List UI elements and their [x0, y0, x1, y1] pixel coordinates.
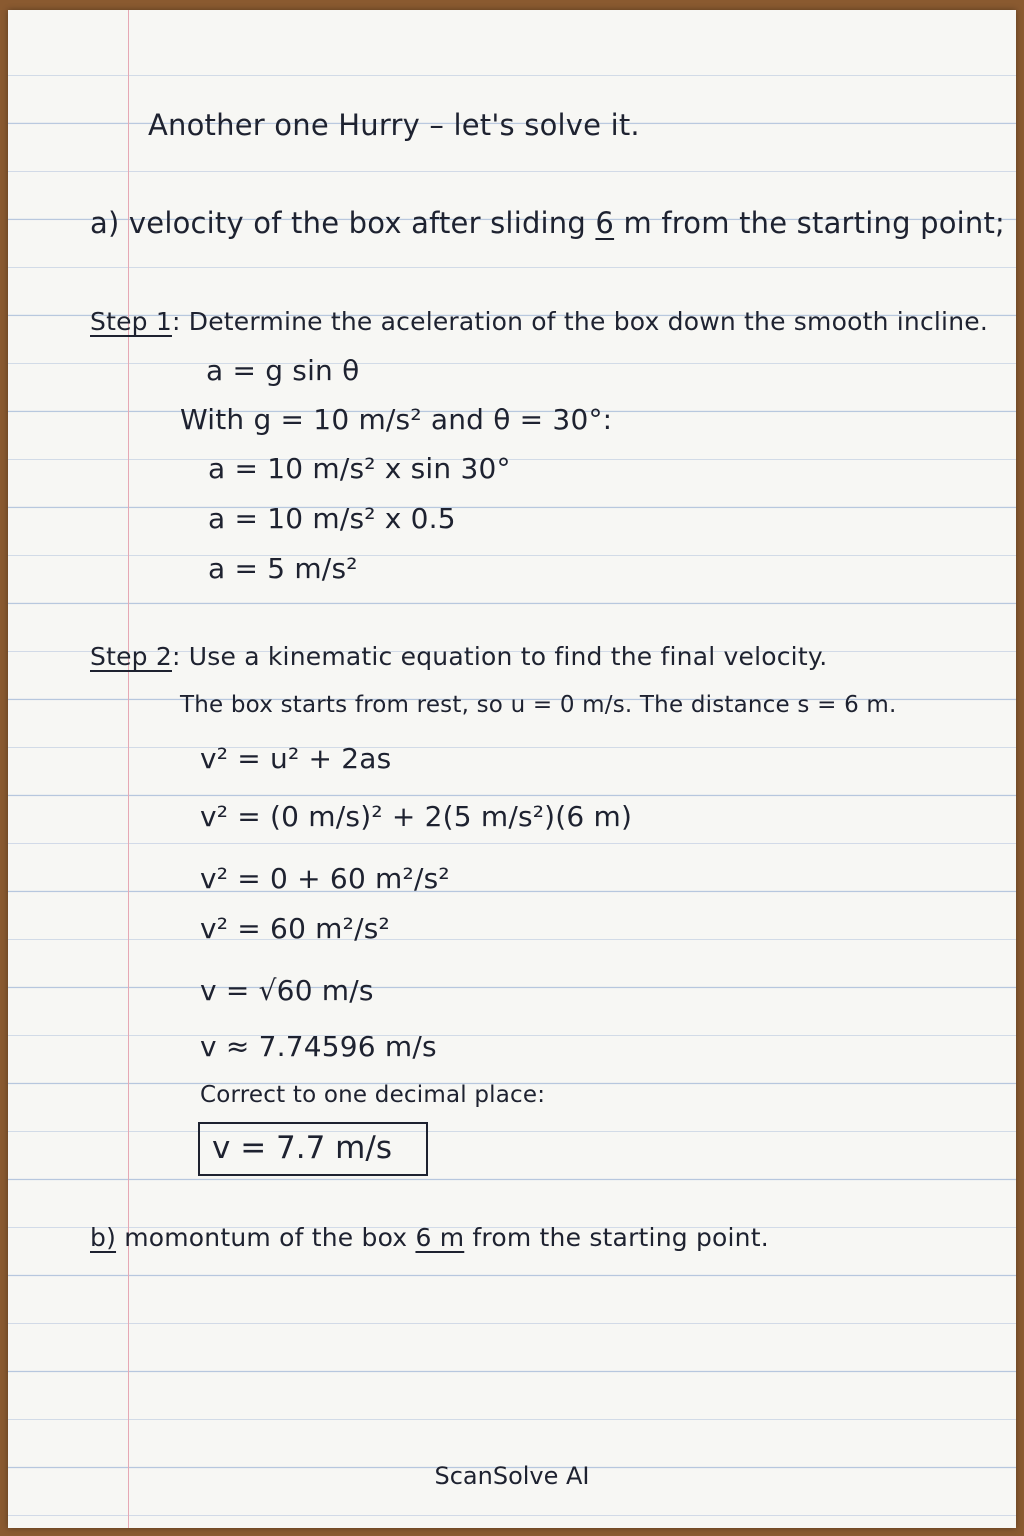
step-1-given: With g = 10 m/s² and θ = 30°:: [180, 403, 613, 436]
part-b-label: b): [90, 1223, 117, 1252]
step-2-eq-6: v ≈ 7.74596 m/s: [200, 1030, 437, 1063]
step-2-label: Step 2: [90, 642, 172, 671]
step-1-formula: a = g sin θ: [206, 354, 360, 387]
rounding-note: Correct to one decimal place:: [200, 1082, 546, 1108]
step-1-colon: :: [171, 307, 181, 336]
part-b-text-before: momontum of the box: [124, 1223, 408, 1252]
step-1-text: Determine the aceleration of the box down the smooth incline.: [188, 307, 988, 336]
notebook-page: [8, 10, 1016, 1528]
step-2-eq-2: v² = (0 m/s)² + 2(5 m/s²)(6 m): [200, 800, 633, 833]
step-2-eq-5: v = √60 m/s: [200, 974, 374, 1007]
step-2-eq-4: v² = 60 m²/s²: [200, 912, 390, 945]
part-a-text-after: m from the starting point;: [623, 206, 1006, 240]
step-1-calc-1: a = 10 m/s² x sin 30°: [208, 452, 511, 485]
step-1-calc-2: a = 10 m/s² x 0.5: [208, 502, 456, 535]
step-2-given: The box starts from rest, so u = 0 m/s. The distance s = 6 m.: [180, 692, 897, 718]
final-answer: v = 7.7 m/s: [212, 1130, 392, 1166]
step-1-label: Step 1: [90, 307, 172, 336]
scansolve-watermark: ScanSolve AI: [434, 1462, 590, 1490]
step-1-heading: [90, 307, 988, 336]
part-b-question: [90, 1223, 769, 1252]
part-a-distance: 6: [595, 206, 615, 240]
part-a-label: a): [90, 206, 120, 240]
part-b-distance: 6 m: [415, 1223, 465, 1252]
step-2-text: Use a kinematic equation to find the final velocity.: [188, 642, 828, 671]
part-b-text-after: from the starting point.: [472, 1223, 769, 1252]
part-a-question: [90, 206, 1005, 240]
final-answer-box: [198, 1122, 428, 1176]
step-2-colon: :: [171, 642, 181, 671]
part-a-text-before: velocity of the box after sliding: [128, 206, 586, 240]
step-2-eq-1: v² = u² + 2as: [200, 742, 392, 775]
intro-text: Another one Hurry – let's solve it.: [148, 108, 640, 142]
step-1-result: a = 5 m/s²: [208, 552, 358, 585]
step-2-heading: [90, 642, 827, 671]
step-2-eq-3: v² = 0 + 60 m²/s²: [200, 862, 450, 895]
